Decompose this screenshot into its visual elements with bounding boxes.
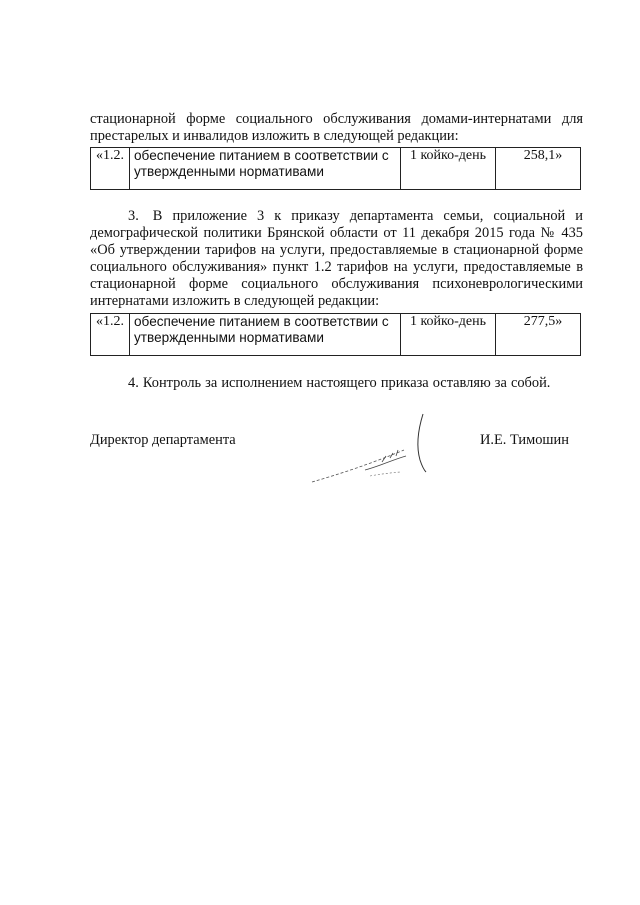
unit-of-measure: 1 койко-день (401, 148, 496, 190)
item-number: «1.2. (91, 314, 130, 356)
paragraph-4: 4. Контроль за исполнением настоящего приказа оставляю за собой. (128, 375, 551, 391)
paragraph-3 (90, 208, 583, 310)
unit-of-measure: 1 койко-день (401, 314, 496, 356)
service-name: обеспечение питанием в соответствии с утвержденными нормативами (130, 314, 401, 356)
item-number: «1.2. (91, 148, 130, 190)
tariff-price: 258,1» (496, 148, 581, 190)
table-row (91, 314, 581, 356)
tariff-table-homes-for-elderly (90, 147, 581, 190)
table-row (91, 148, 581, 190)
handwritten-signature (310, 410, 440, 490)
tariff-price: 277,5» (496, 314, 581, 356)
tariff-table-psychoneurological (90, 313, 581, 356)
paragraph-intro: стационарной форме социального обслуживания домами-интернатами для престарелых и инвалидов изложить в следующей редакции: (90, 111, 583, 144)
signer-name: И.Е. Тимошин (480, 432, 569, 448)
paragraph-3-text: В приложение 3 к приказу департамента семьи, социальной и демографической политики Брянской области от 11 декабря 2015 года № 435 «Об утверждении тарифов на услуги, предоставляемые в стационарной форме социального обслуживания» пункт 1.2 тарифов на услуги, предоставляемые в стационарной форме социального обслуживания психоневрологическими интернатами изложить в следующей редакции: (90, 208, 583, 309)
service-name: обеспечение питанием в соответствии с утвержденными нормативами (130, 148, 401, 190)
paragraph-3-number: 3. (128, 208, 139, 224)
signer-title: Директор департамента (90, 432, 236, 448)
